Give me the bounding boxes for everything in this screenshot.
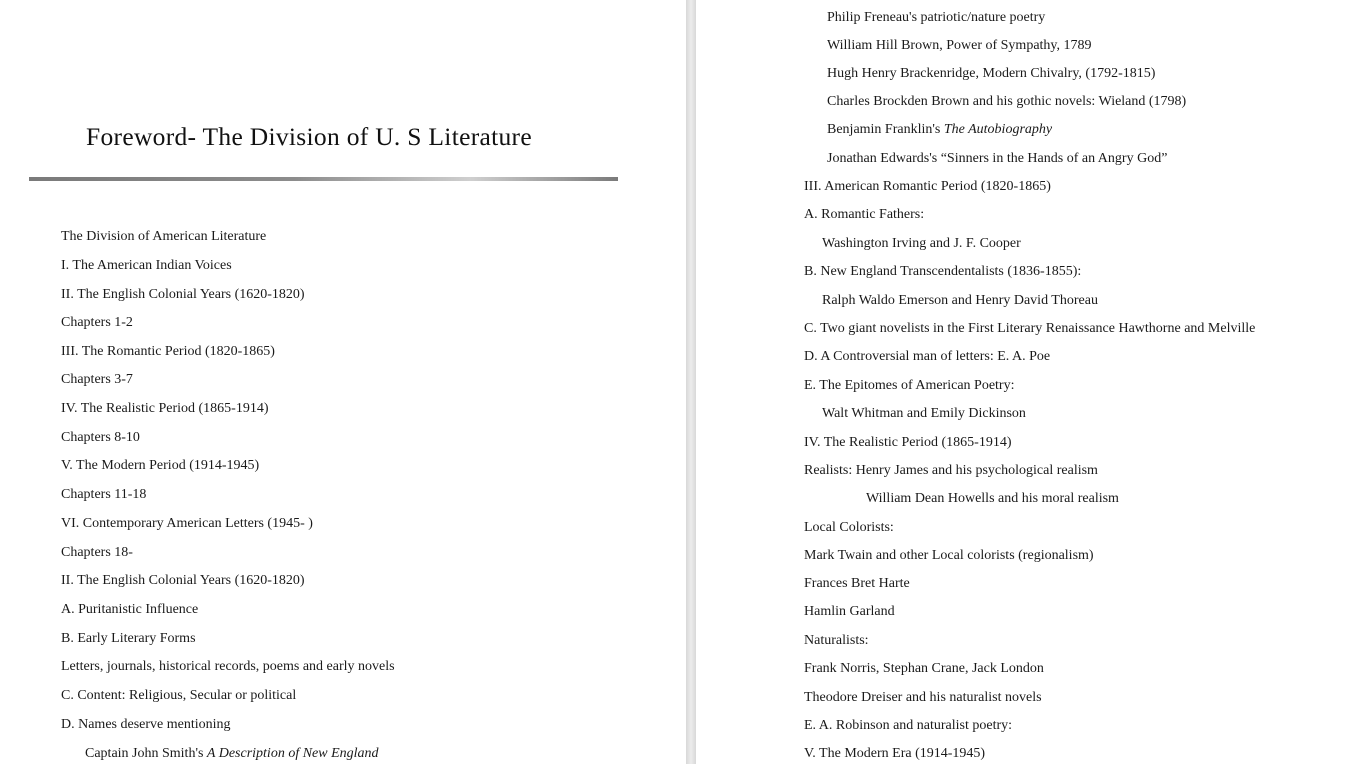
toc-line-text: Benjamin Franklin's — [827, 122, 944, 137]
toc-line-text: Philip Freneau's patriotic/nature poetry — [827, 10, 1046, 25]
toc-line-text: Hugh Henry Brackenridge, Modern Chivalry, (1792-1815) — [827, 66, 1156, 81]
toc-line-text: Realists: Henry James and his psychological realism — [804, 463, 1098, 478]
toc-line — [804, 320, 1255, 338]
toc-line-text: Frances Bret Harte — [804, 576, 910, 591]
toc-line — [827, 93, 1186, 111]
toc-line-text: V. The Modern Period (1914-1945) — [61, 458, 260, 473]
toc-line-text: E. A. Robinson and naturalist poetry: — [804, 718, 1013, 733]
toc-line-text: III. American Romantic Period (1820-1865) — [804, 179, 1051, 194]
toc-line — [804, 745, 985, 763]
toc-line-text: William Hill Brown, Power of Sympathy, 1789 — [827, 38, 1092, 53]
toc-line-text: William Dean Howells and his moral realism — [866, 491, 1119, 506]
toc-line — [61, 658, 395, 676]
toc-line-text: Charles Brockden Brown and his gothic novels: Wieland (1798) — [827, 94, 1187, 109]
toc-line-text: II. The English Colonial Years (1620-1820) — [61, 287, 305, 302]
right-page — [696, 0, 1346, 764]
toc-line-text: V. The Modern Era (1914-1945) — [804, 746, 986, 761]
toc-line — [61, 314, 133, 332]
toc-line-text: IV. The Realistic Period (1865-1914) — [61, 401, 269, 416]
toc-line-text: Walt Whitman and Emily Dickinson — [822, 406, 1026, 421]
toc-line — [804, 434, 1012, 452]
title-rule — [29, 177, 618, 181]
toc-line — [822, 292, 1098, 310]
toc-line-text: D. Names deserve mentioning — [61, 717, 231, 732]
toc-line — [85, 745, 379, 763]
toc-line-text: Theodore Dreiser and his naturalist novels — [804, 690, 1042, 705]
toc-line-text: E. The Epitomes of American Poetry: — [804, 378, 1015, 393]
toc-line-text: C. Two giant novelists in the First Literary Renaissance Hawthorne and Melville — [804, 321, 1256, 336]
toc-line — [61, 343, 275, 361]
toc-line-text: Chapters 18- — [61, 545, 133, 560]
page-gutter — [686, 0, 696, 764]
toc-line — [822, 405, 1026, 423]
toc-line — [61, 630, 196, 648]
toc-line — [804, 348, 1050, 366]
toc-line — [804, 178, 1051, 196]
toc-line-text: Frank Norris, Stephan Crane, Jack London — [804, 661, 1044, 676]
toc-line-text: Washington Irving and J. F. Cooper — [822, 236, 1021, 251]
toc-line-text: Hamlin Garland — [804, 604, 895, 619]
toc-line — [61, 429, 140, 447]
toc-line — [866, 490, 1119, 508]
toc-line-text: Jonathan Edwards's “Sinners in the Hands of an Angry God” — [827, 151, 1168, 166]
toc-line — [804, 603, 895, 621]
toc-line — [804, 632, 869, 650]
toc-line-text: B. New England Transcendentalists (1836-1855): — [804, 264, 1082, 279]
toc-line — [61, 515, 313, 533]
toc-line-text: D. A Controversial man of letters: E. A. Poe — [804, 349, 1051, 364]
toc-line-text: Ralph Waldo Emerson and Henry David Thoreau — [822, 293, 1098, 308]
toc-line-text: II. The English Colonial Years (1620-1820) — [61, 573, 305, 588]
toc-line-text: Chapters 8-10 — [61, 430, 140, 445]
toc-line — [804, 717, 1012, 735]
toc-line — [804, 547, 1094, 565]
toc-line — [804, 263, 1081, 281]
toc-line — [61, 257, 232, 275]
toc-line-italic-title: A Description of New England — [206, 746, 379, 761]
toc-line-text: Letters, journals, historical records, poems and early novels — [61, 659, 395, 674]
toc-line-text: A. Puritanistic Influence — [61, 602, 199, 617]
toc-line — [61, 486, 146, 504]
toc-line — [827, 150, 1167, 168]
toc-line-text: IV. The Realistic Period (1865-1914) — [804, 435, 1012, 450]
toc-line-italic-title: The Autobiography — [943, 122, 1053, 137]
toc-line — [61, 457, 259, 475]
toc-line — [827, 9, 1045, 27]
toc-line — [61, 601, 198, 619]
toc-line-text: Naturalists: — [804, 633, 869, 648]
toc-line-text: Mark Twain and other Local colorists (regionalism) — [804, 548, 1094, 563]
toc-line-text: Chapters 11-18 — [61, 487, 147, 502]
page-title: Foreword- The Division of U. S Literature — [86, 122, 532, 151]
toc-line-text: VI. Contemporary American Letters (1945- ) — [61, 516, 313, 531]
toc-line — [61, 687, 296, 705]
toc-line — [804, 206, 924, 224]
toc-line — [822, 235, 1021, 253]
toc-line — [61, 286, 305, 304]
toc-line — [827, 121, 1052, 139]
toc-line — [827, 37, 1092, 55]
toc-line — [827, 65, 1155, 83]
toc-line-text: C. Content: Religious, Secular or political — [61, 688, 297, 703]
toc-line-text: Captain John Smith's — [85, 746, 207, 761]
toc-line-text: Chapters 1-2 — [61, 315, 133, 330]
toc-line — [804, 377, 1014, 395]
toc-line — [61, 400, 269, 418]
toc-line — [61, 572, 305, 590]
toc-line — [804, 660, 1044, 678]
toc-line — [804, 462, 1098, 480]
toc-line — [804, 519, 894, 537]
toc-line — [61, 716, 231, 734]
toc-line-text: B. Early Literary Forms — [61, 631, 196, 646]
toc-line-text: A. Romantic Fathers: — [804, 207, 925, 222]
toc-line — [804, 575, 910, 593]
toc-line-text: The Division of American Literature — [61, 229, 267, 244]
toc-line — [61, 544, 133, 562]
toc-line-text: I. The American Indian Voices — [61, 258, 232, 273]
toc-line — [61, 371, 133, 389]
toc-line — [61, 228, 266, 246]
toc-line — [804, 689, 1042, 707]
toc-line-text: Local Colorists: — [804, 520, 894, 535]
toc-line-text: Chapters 3-7 — [61, 372, 133, 387]
toc-line-text: III. The Romantic Period (1820-1865) — [61, 344, 275, 359]
